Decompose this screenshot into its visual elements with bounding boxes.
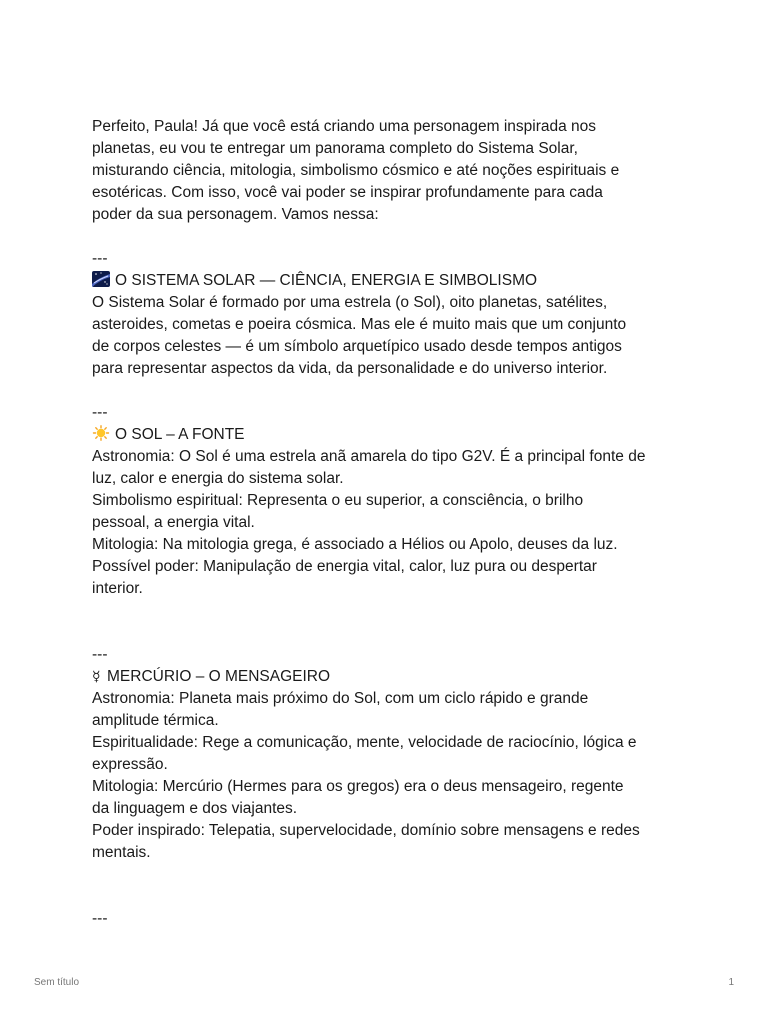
section-line: interior. [92, 580, 143, 597]
intro-paragraph [92, 116, 692, 226]
section-heading [92, 666, 692, 688]
section-line: de corpos celestes — é um símbolo arquetípico usado desde tempos antigos [92, 338, 622, 355]
section-line: Espiritualidade: Rege a comunicação, mente, velocidade de raciocínio, lógica e [92, 734, 637, 751]
section-separator: --- [92, 910, 108, 927]
section-line: Mitologia: Mercúrio (Hermes para os gregos) era o deus mensageiro, regente [92, 778, 624, 795]
section-line: Astronomia: Planeta mais próximo do Sol, com um ciclo rápido e grande [92, 690, 589, 707]
milky-way-icon [92, 271, 110, 287]
section-line: Mitologia: Na mitologia grega, é associado a Hélios ou Apolo, deuses da luz. [92, 536, 618, 553]
section-title: MERCÚRIO – O MENSAGEIRO [107, 668, 331, 685]
intro-line: esotéricas. Com isso, você vai poder se inspirar profundamente para cada [92, 184, 603, 201]
section-heading [92, 424, 692, 446]
section-line: para representar aspectos da vida, da personalidade e do universo interior. [92, 360, 608, 377]
footer-document-title: Sem título [34, 977, 80, 988]
document-body [92, 116, 692, 930]
section-line: Astronomia: O Sol é uma estrela anã amarela do tipo G2V. É a principal fonte de [92, 448, 646, 465]
section-line: expressão. [92, 756, 168, 773]
footer-page-number: 1 [728, 977, 734, 988]
section-separator: --- [92, 404, 108, 421]
section-sun [92, 402, 692, 600]
section-line: mentais. [92, 844, 151, 861]
section-title: O SISTEMA SOLAR — CIÊNCIA, ENERGIA E SIMBOLISMO [115, 272, 538, 289]
section-line: Simbolismo espiritual: Representa o eu superior, a consciência, o brilho [92, 492, 584, 509]
section-mercury [92, 644, 692, 864]
section-line: da linguagem e dos viajantes. [92, 800, 298, 817]
intro-line: misturando ciência, mitologia, simbolismo cósmico e até noções espirituais e [92, 162, 620, 179]
section-line: O Sistema Solar é formado por uma estrela (o Sol), oito planetas, satélites, [92, 294, 608, 311]
section-line: amplitude térmica. [92, 712, 219, 729]
intro-line: planetas, eu vou te entregar um panorama completo do Sistema Solar, [92, 140, 578, 157]
intro-line: Perfeito, Paula! Já que você está criando uma personagem inspirada nos [92, 118, 597, 135]
section-solar-system [92, 248, 692, 380]
intro-line: poder da sua personagem. Vamos nessa: [92, 206, 379, 223]
section-line: Poder inspirado: Telepatia, supervelocidade, domínio sobre mensagens e redes [92, 822, 640, 839]
section-heading [92, 270, 692, 292]
sun-icon [92, 425, 110, 441]
section-separator: --- [92, 250, 108, 267]
section-line: Possível poder: Manipulação de energia vital, calor, luz pura ou despertar [92, 558, 597, 575]
section-line: luz, calor e energia do sistema solar. [92, 470, 344, 487]
section-line: pessoal, a energia vital. [92, 514, 255, 531]
mercury-symbol-icon: ☿ [92, 669, 101, 685]
section-line: asteroides, cometas e poeira cósmica. Mas ele é muito mais que um conjunto [92, 316, 627, 333]
section-title: O SOL – A FONTE [115, 426, 245, 443]
section-separator: --- [92, 646, 108, 663]
